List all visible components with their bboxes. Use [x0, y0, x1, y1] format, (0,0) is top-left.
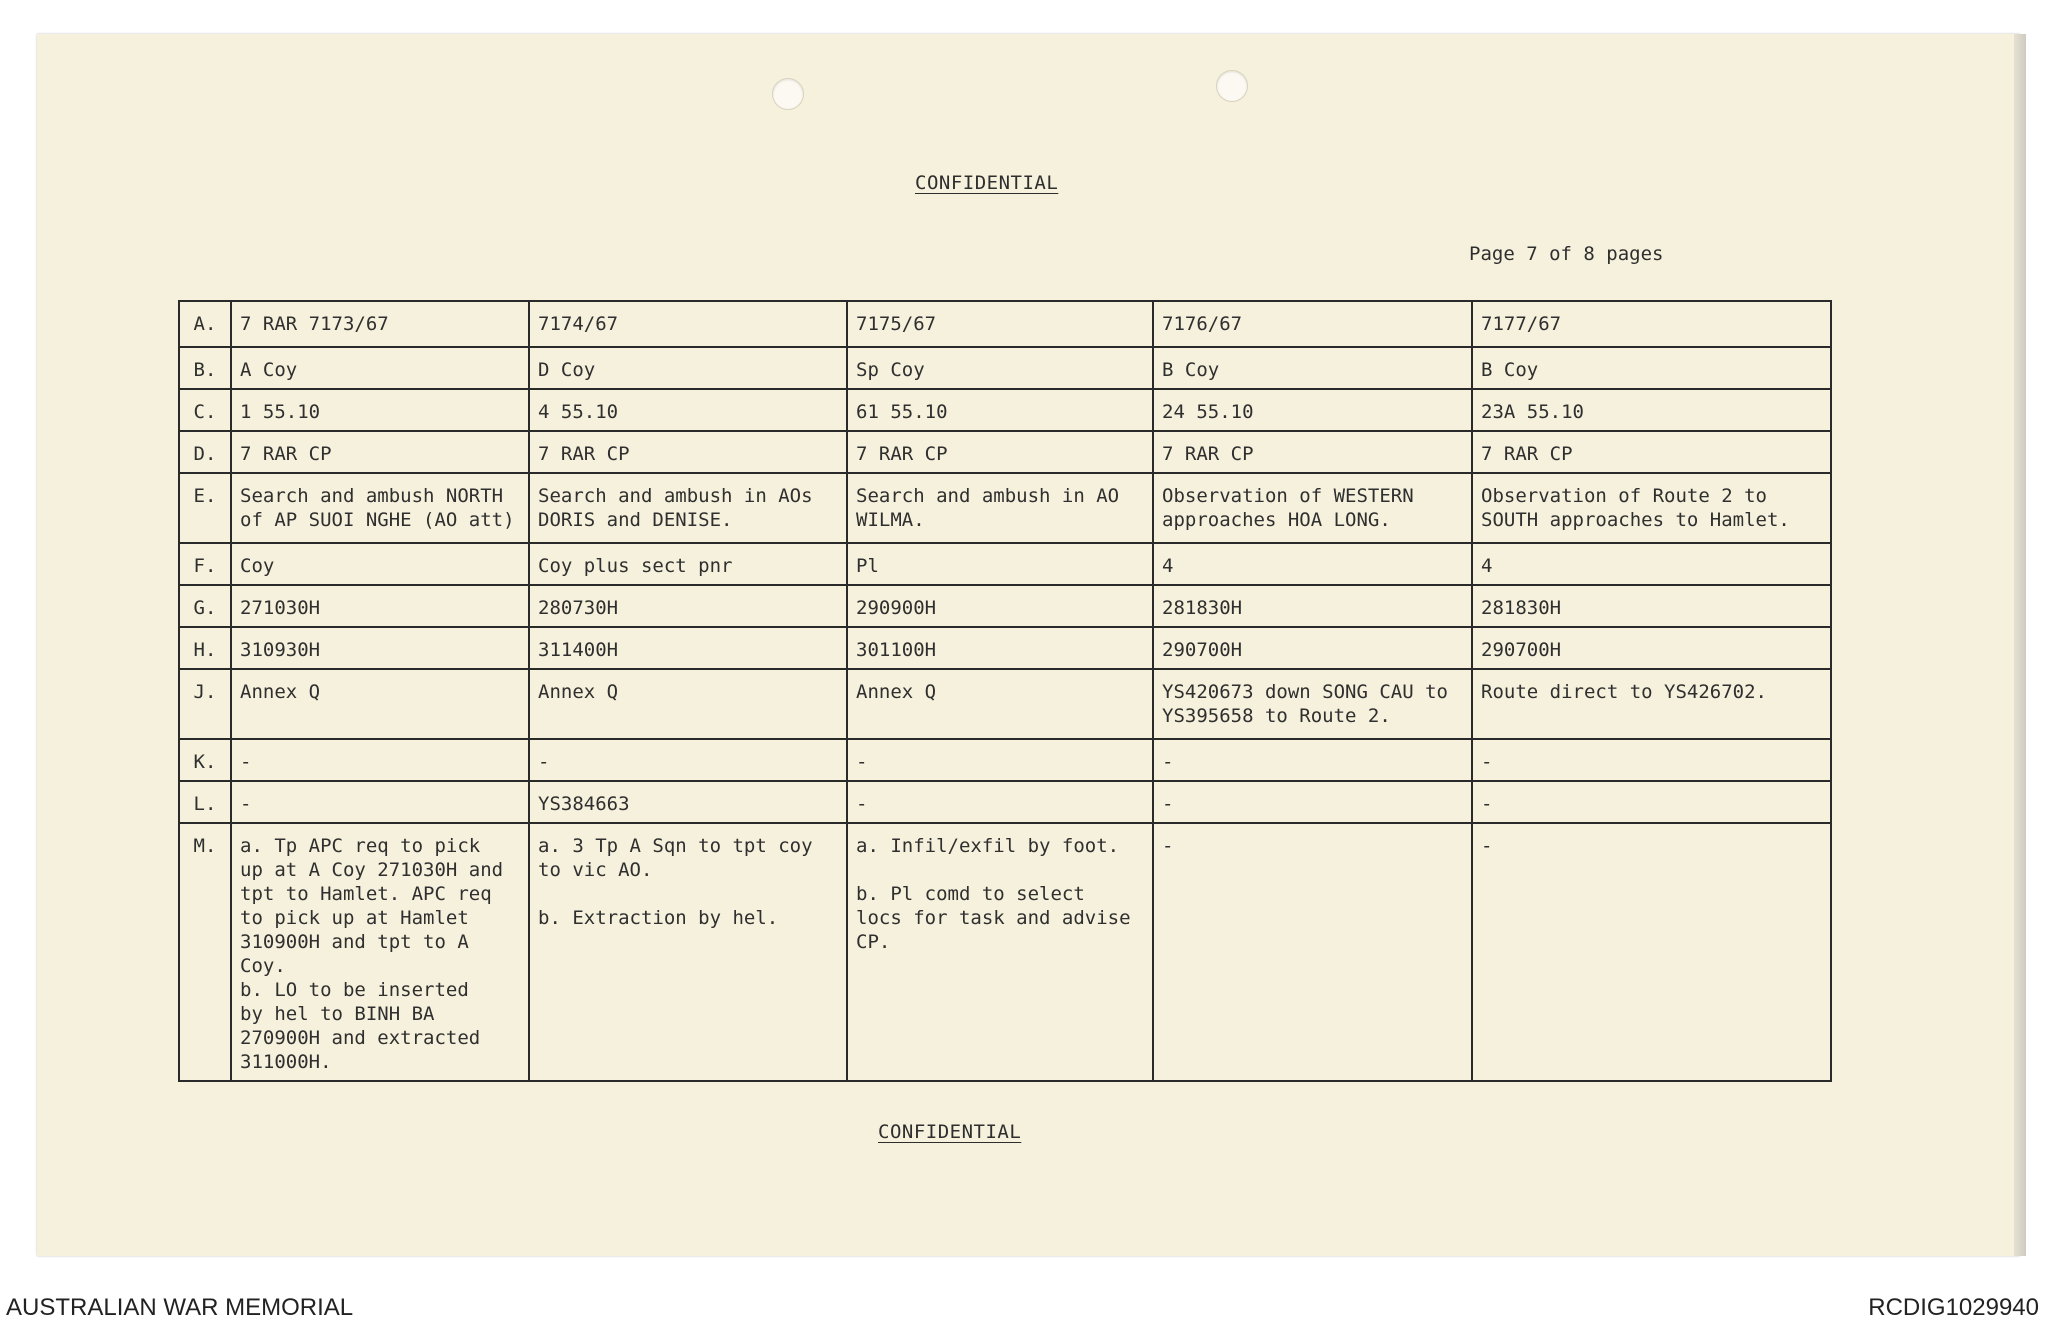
table-cell: YS384663	[529, 781, 847, 823]
table-row	[179, 823, 1831, 1081]
table-cell: YS420673 down SONG CAU to YS395658 to Route 2.	[1153, 669, 1472, 739]
row-key: E.	[179, 473, 231, 543]
classification-bottom: CONFIDENTIAL	[878, 1121, 1022, 1143]
table-cell: Observation of WESTERN approaches HOA LONG.	[1153, 473, 1472, 543]
table-cell: Coy plus sect pnr	[529, 543, 847, 585]
table-cell: -	[1153, 739, 1472, 781]
punch-hole-right	[1216, 70, 1248, 102]
table-row	[179, 585, 1831, 627]
table-cell: Search and ambush in AO WILMA.	[847, 473, 1153, 543]
table-cell: 7 RAR 7173/67	[231, 301, 529, 347]
row-key: J.	[179, 669, 231, 739]
table-cell: a. 3 Tp A Sqn to tpt coy to vic AO. b. Extraction by hel.	[529, 823, 847, 1081]
table-cell: 4	[1472, 543, 1831, 585]
table-cell: a. Infil/exfil by foot. b. Pl comd to select locs for task and advise CP.	[847, 823, 1153, 1081]
table-cell: 290900H	[847, 585, 1153, 627]
table-row	[179, 543, 1831, 585]
table-cell: 7 RAR CP	[1153, 431, 1472, 473]
table-cell: 281830H	[1153, 585, 1472, 627]
punch-hole-left	[772, 78, 804, 110]
table-cell: Search and ambush in AOs DORIS and DENISE.	[529, 473, 847, 543]
table-cell: D Coy	[529, 347, 847, 389]
table-cell: 7176/67	[1153, 301, 1472, 347]
page-number: Page 7 of 8 pages	[1469, 243, 1664, 265]
table-cell: 7 RAR CP	[847, 431, 1153, 473]
table-cell: 7174/67	[529, 301, 847, 347]
row-key: B.	[179, 347, 231, 389]
table-row	[179, 739, 1831, 781]
table-cell: 7175/67	[847, 301, 1153, 347]
row-key: G.	[179, 585, 231, 627]
table-row	[179, 781, 1831, 823]
row-key: L.	[179, 781, 231, 823]
table-cell: -	[1472, 739, 1831, 781]
row-key: A.	[179, 301, 231, 347]
table-cell: Observation of Route 2 to SOUTH approaches to Hamlet.	[1472, 473, 1831, 543]
table-cell: 61 55.10	[847, 389, 1153, 431]
table-cell: 4 55.10	[529, 389, 847, 431]
table-cell: 7 RAR CP	[231, 431, 529, 473]
archive-name: AUSTRALIAN WAR MEMORIAL	[6, 1294, 354, 1321]
table-cell: -	[1472, 823, 1831, 1081]
table-cell: 271030H	[231, 585, 529, 627]
row-key: F.	[179, 543, 231, 585]
table-cell: 4	[1153, 543, 1472, 585]
tasking-table	[178, 300, 1832, 1082]
table-cell: 23A 55.10	[1472, 389, 1831, 431]
table-row	[179, 473, 1831, 543]
table-cell: Annex Q	[231, 669, 529, 739]
table-cell: -	[231, 739, 529, 781]
table-cell: -	[847, 739, 1153, 781]
table-cell: -	[1153, 823, 1472, 1081]
sheet-edge	[2014, 34, 2026, 1256]
table-cell: B Coy	[1153, 347, 1472, 389]
table-cell: Pl	[847, 543, 1153, 585]
table-row	[179, 431, 1831, 473]
table-cell: -	[231, 781, 529, 823]
table-cell: -	[529, 739, 847, 781]
archive-reference: RCDIG1029940	[1868, 1294, 2039, 1321]
table-cell: 281830H	[1472, 585, 1831, 627]
table-row	[179, 389, 1831, 431]
table-cell: 311400H	[529, 627, 847, 669]
table-cell: 1 55.10	[231, 389, 529, 431]
table-cell: -	[1153, 781, 1472, 823]
table-row	[179, 347, 1831, 389]
table-cell: Search and ambush NORTH of AP SUOI NGHE (AO att)	[231, 473, 529, 543]
table-cell: 290700H	[1153, 627, 1472, 669]
table-cell: 24 55.10	[1153, 389, 1472, 431]
table-row	[179, 669, 1831, 739]
table-cell: 301100H	[847, 627, 1153, 669]
table-row	[179, 627, 1831, 669]
row-key: M.	[179, 823, 231, 1081]
row-key: K.	[179, 739, 231, 781]
table-cell: B Coy	[1472, 347, 1831, 389]
table-cell: -	[847, 781, 1153, 823]
table-cell: Annex Q	[847, 669, 1153, 739]
table-cell: 7177/67	[1472, 301, 1831, 347]
table-cell: 290700H	[1472, 627, 1831, 669]
table-cell: 280730H	[529, 585, 847, 627]
table-cell: Coy	[231, 543, 529, 585]
table-cell: A Coy	[231, 347, 529, 389]
table-cell: Annex Q	[529, 669, 847, 739]
table-cell: a. Tp APC req to pick up at A Coy 271030H and tpt to Hamlet. APC req to pick up at Hamlet 310900H and tpt to A Coy. b. LO to be inserted by hel to BINH BA 270900H and extracted 311000H.	[231, 823, 529, 1081]
table-row	[179, 301, 1831, 347]
row-key: D.	[179, 431, 231, 473]
table-cell: 310930H	[231, 627, 529, 669]
table-cell: Route direct to YS426702.	[1472, 669, 1831, 739]
row-key: H.	[179, 627, 231, 669]
row-key: C.	[179, 389, 231, 431]
table-cell: 7 RAR CP	[1472, 431, 1831, 473]
classification-top: CONFIDENTIAL	[915, 172, 1059, 194]
table-cell: -	[1472, 781, 1831, 823]
table-cell: Sp Coy	[847, 347, 1153, 389]
table-cell: 7 RAR CP	[529, 431, 847, 473]
